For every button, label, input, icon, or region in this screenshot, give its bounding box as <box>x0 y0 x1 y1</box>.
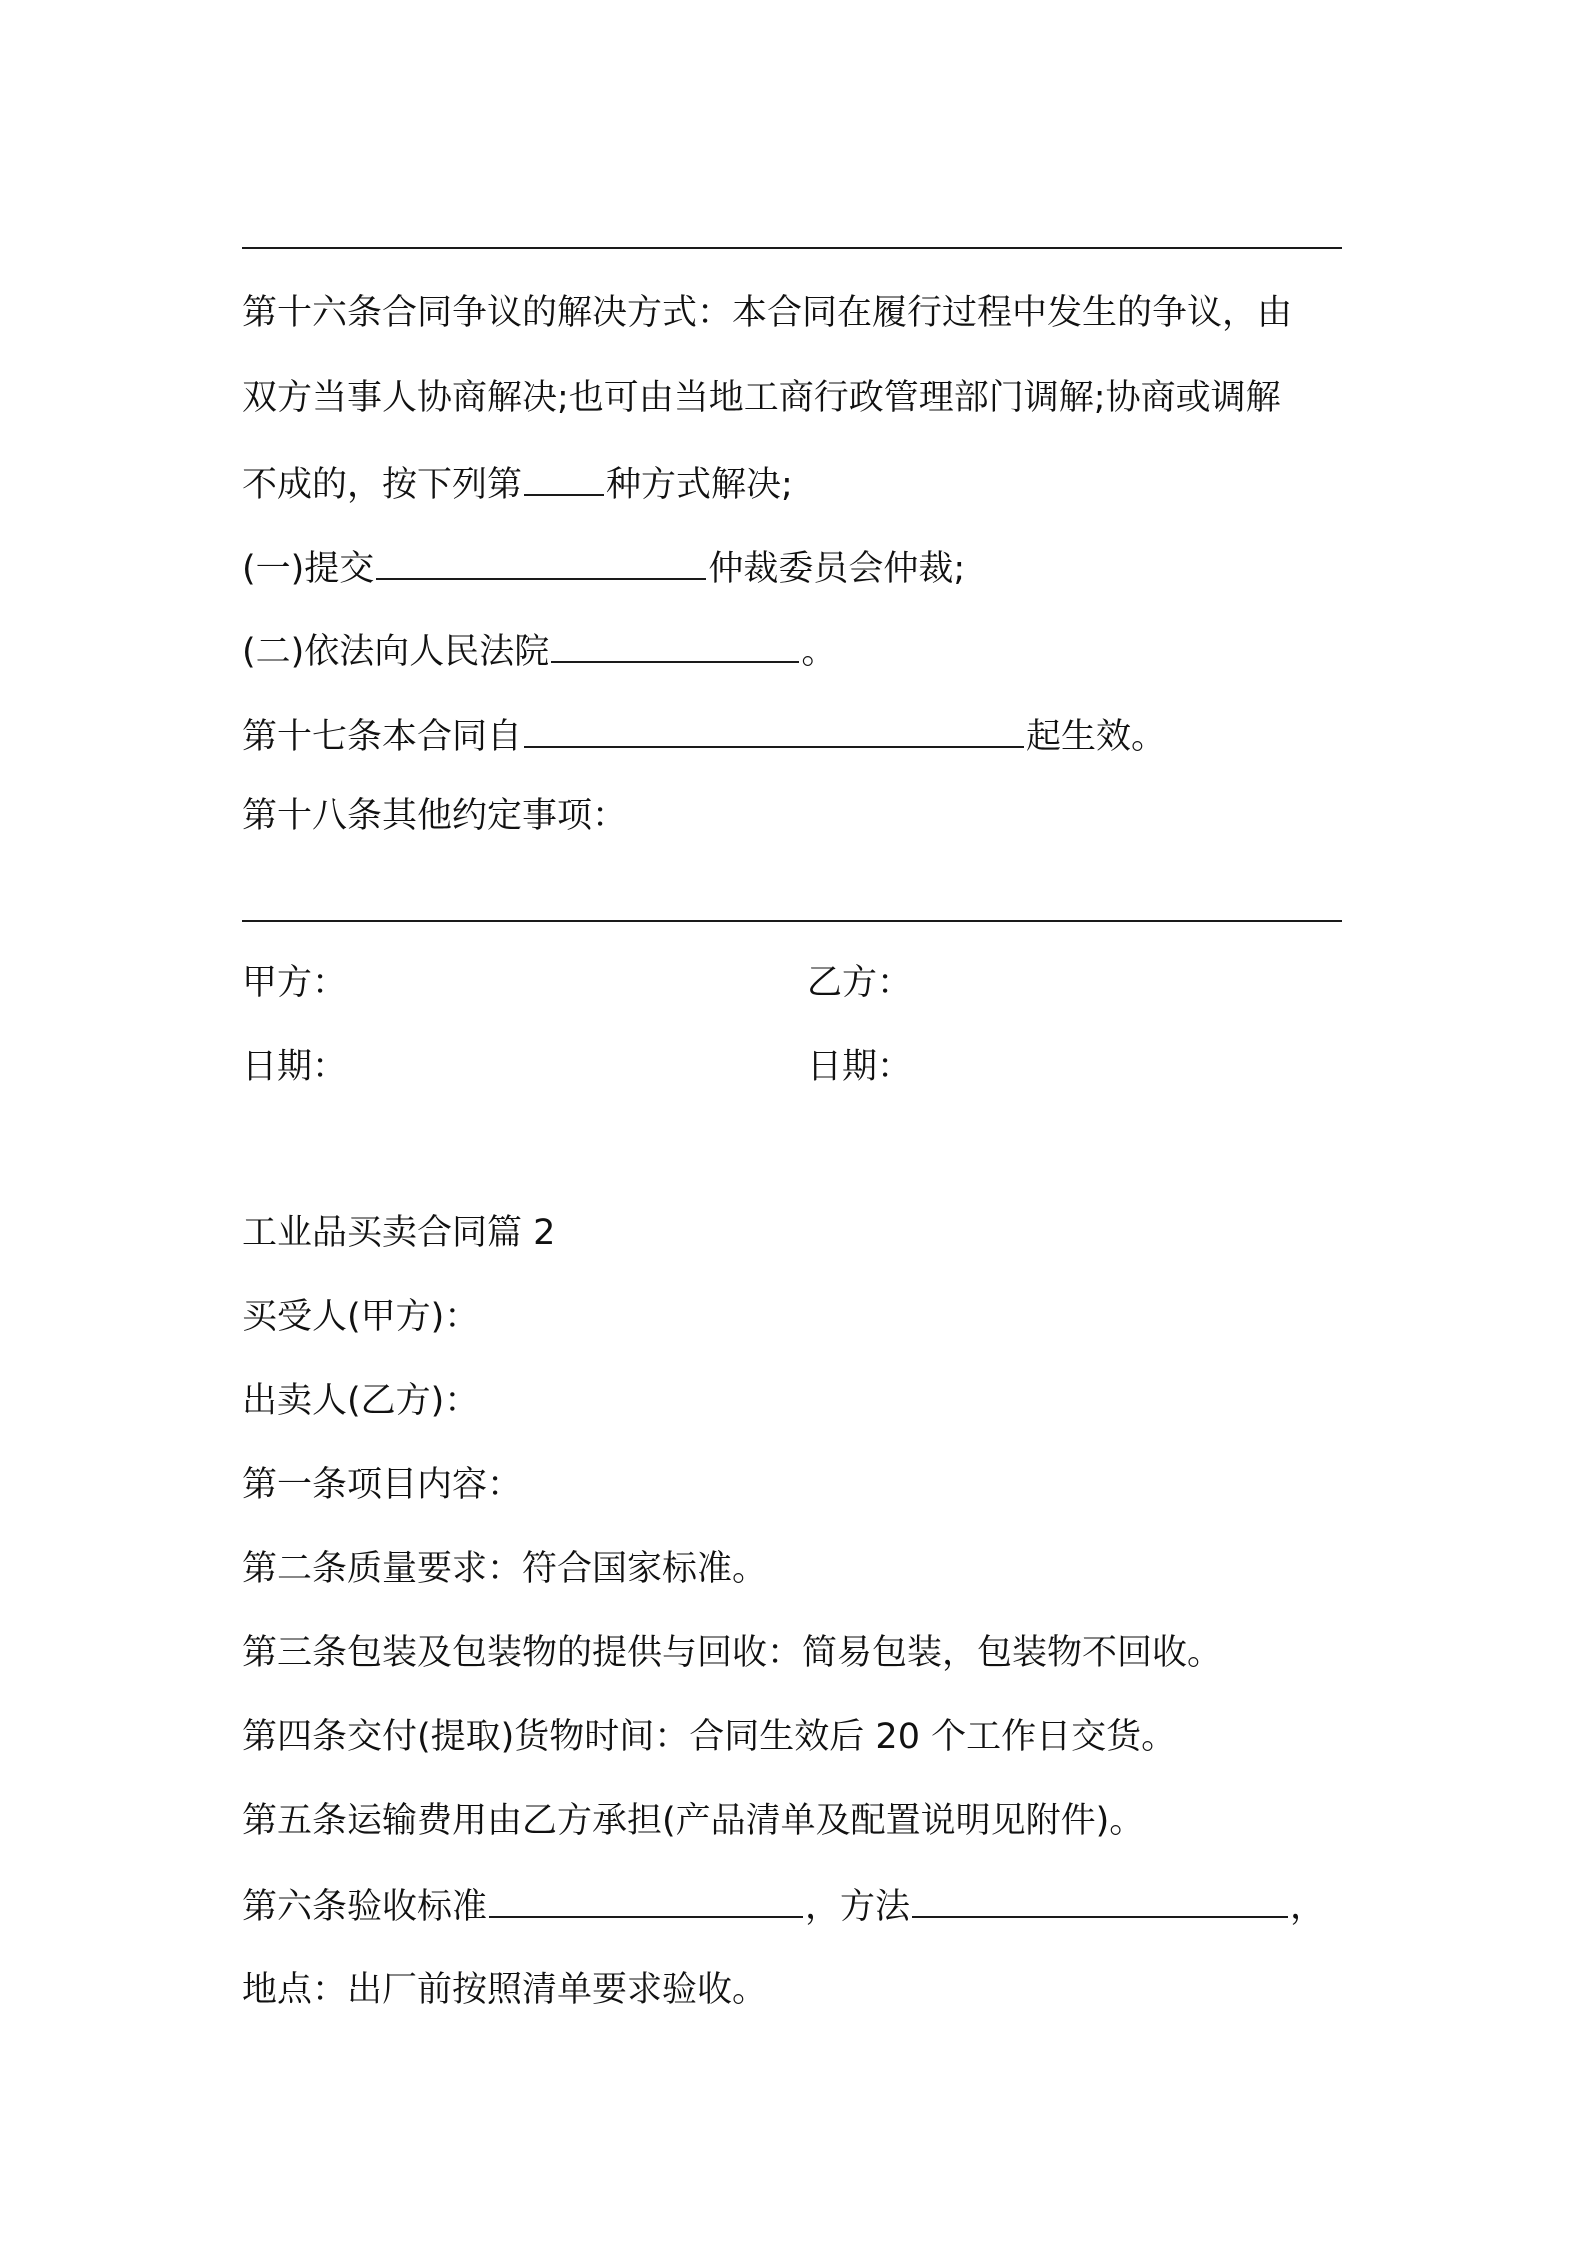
option-1-text-a: (一)提交 <box>242 549 375 589</box>
option-1-text-b: 仲裁委员会仲裁; <box>708 549 966 589</box>
article-17-text-b: 起生效。 <box>1026 717 1167 757</box>
article-16-line-1: 第十六条合同争议的解决方式：本合同在履行过程中发生的争议，由 <box>242 293 1293 333</box>
acceptance-method-blank <box>912 1888 1288 1918</box>
option-2-text-a: (二)依法向人民法院 <box>242 632 550 672</box>
article-16-line-3 <box>242 460 793 510</box>
article-17-text-a: 第十七条本合同自 <box>242 717 523 757</box>
article-4: 第四条交付(提取)货物时间：合同生效后 20 个工作日交货。 <box>242 1717 1177 1757</box>
party-a-date: 日期： <box>242 1047 348 1087</box>
effective-date-blank <box>524 718 1024 748</box>
article-16-text-a: 不成的，按下列第 <box>242 465 523 505</box>
article-5: 第五条运输费用由乙方承担(产品清单及配置说明见附件)。 <box>242 1801 1145 1841</box>
option-2-text-b: 。 <box>801 632 837 672</box>
method-number-blank <box>524 466 604 496</box>
buyer-line: 买受人(甲方)： <box>242 1297 480 1337</box>
article-6-text-b: ，方法 <box>805 1887 911 1927</box>
party-b-signature: 乙方： <box>807 963 913 1003</box>
top-fill-rule <box>242 247 1342 249</box>
court-blank <box>551 633 799 663</box>
other-matters-rule <box>242 920 1342 922</box>
article-3: 第三条包装及包装物的提供与回收：简易包装，包装物不回收。 <box>242 1633 1223 1673</box>
article-1: 第一条项目内容： <box>242 1465 523 1505</box>
article-17 <box>242 712 1166 762</box>
article-6-text-c: ， <box>1290 1887 1326 1927</box>
article-16-text-b: 种方式解决; <box>606 465 793 505</box>
arbitration-committee-blank <box>376 550 706 580</box>
party-a-signature: 甲方： <box>242 963 348 1003</box>
seller-line: 出卖人(乙方)： <box>242 1381 480 1421</box>
article-6-line-2: 地点：出厂前按照清单要求验收。 <box>242 1970 768 2010</box>
party-b-date: 日期： <box>807 1047 913 1087</box>
article-16-line-2: 双方当事人协商解决;也可由当地工商行政管理部门调解;协商或调解 <box>242 378 1281 418</box>
option-arbitration <box>242 544 965 594</box>
article-18: 第十八条其他约定事项： <box>242 796 628 836</box>
option-court <box>242 627 836 677</box>
acceptance-standard-blank <box>489 1888 803 1918</box>
contract-2-title: 工业品买卖合同篇 2 <box>242 1213 556 1253</box>
article-2: 第二条质量要求：符合国家标准。 <box>242 1549 768 1589</box>
article-6-text-a: 第六条验收标准 <box>242 1887 488 1927</box>
article-6-line-1 <box>242 1882 1325 1932</box>
